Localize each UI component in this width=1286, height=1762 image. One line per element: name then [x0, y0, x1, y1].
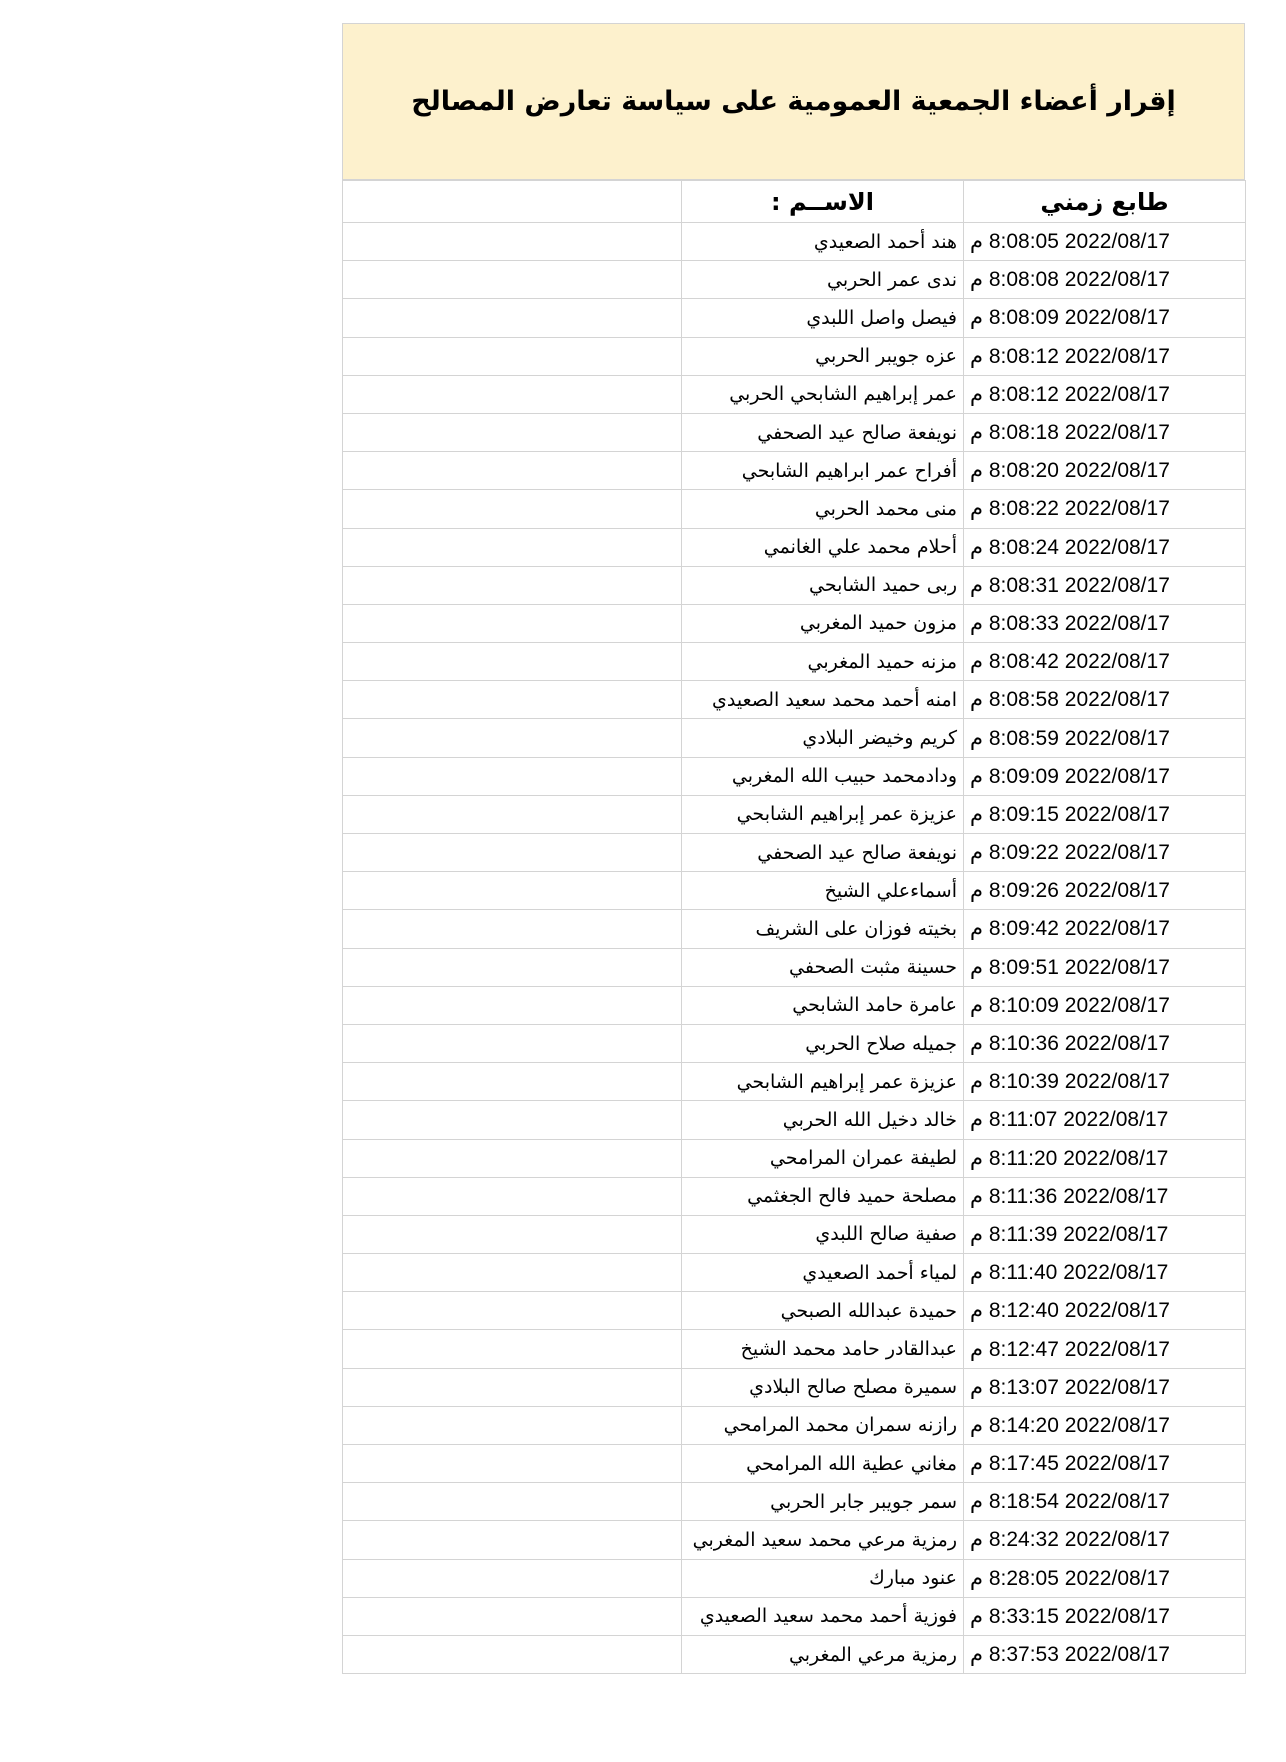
- timestamp-cell: 2022/08/17 8:11:40 م: [964, 1254, 1246, 1292]
- empty-cell: [343, 1559, 682, 1597]
- empty-cell: [343, 986, 682, 1024]
- table-row: [343, 1215, 1246, 1253]
- table-row: [343, 1521, 1246, 1559]
- table-row: [343, 1483, 1246, 1521]
- timestamp-cell: 2022/08/17 8:10:09 م: [964, 986, 1246, 1024]
- name-cell: حسينة مثبت الصحفي: [682, 948, 964, 986]
- name-cell: مغاني عطية الله المرامحي: [682, 1445, 964, 1483]
- timestamp-cell: 2022/08/17 8:08:18 م: [964, 413, 1246, 451]
- empty-cell: [343, 1063, 682, 1101]
- name-cell: عزيزة عمر إبراهيم الشابحي: [682, 1063, 964, 1101]
- table-row: [343, 375, 1246, 413]
- name-cell: فيصل واصل اللبدي: [682, 299, 964, 337]
- timestamp-cell: 2022/08/17 8:09:26 م: [964, 872, 1246, 910]
- name-cell: هند أحمد الصعيدي: [682, 223, 964, 261]
- name-cell: عزه جويبر الحربي: [682, 337, 964, 375]
- table-row: [343, 1024, 1246, 1062]
- table-row: [343, 948, 1246, 986]
- table-row: [343, 1139, 1246, 1177]
- empty-cell: [343, 1024, 682, 1062]
- timestamp-cell: 2022/08/17 8:13:07 م: [964, 1368, 1246, 1406]
- empty-cell: [343, 413, 682, 451]
- name-cell: خالد دخيل الله الحربي: [682, 1101, 964, 1139]
- timestamp-cell: 2022/08/17 8:08:20 م: [964, 452, 1246, 490]
- empty-cell: [343, 223, 682, 261]
- timestamp-cell: 2022/08/17 8:11:39 م: [964, 1215, 1246, 1253]
- timestamp-cell: 2022/08/17 8:14:20 م: [964, 1406, 1246, 1444]
- name-cell: رازنه سمران محمد المرامحي: [682, 1406, 964, 1444]
- empty-cell: [343, 1139, 682, 1177]
- empty-cell: [343, 834, 682, 872]
- table-row: [343, 1254, 1246, 1292]
- table-row: [343, 1101, 1246, 1139]
- name-cell: لطيفة عمران المرامحي: [682, 1139, 964, 1177]
- empty-cell: [343, 1483, 682, 1521]
- name-cell: فوزية أحمد محمد سعيد الصعيدي: [682, 1597, 964, 1635]
- table-row: [343, 223, 1246, 261]
- spreadsheet: [342, 23, 1245, 1674]
- name-cell: رمزية مرعي المغربي: [682, 1635, 964, 1673]
- timestamp-cell: 2022/08/17 8:08:58 م: [964, 681, 1246, 719]
- empty-cell: [343, 681, 682, 719]
- name-cell: صفية صالح اللبدي: [682, 1215, 964, 1253]
- timestamp-cell: 2022/08/17 8:12:40 م: [964, 1292, 1246, 1330]
- empty-cell: [343, 299, 682, 337]
- table-row: [343, 986, 1246, 1024]
- name-cell: عنود مبارك: [682, 1559, 964, 1597]
- name-cell: مزون حميد المغربي: [682, 604, 964, 642]
- empty-cell: [343, 337, 682, 375]
- empty-cell: [343, 1292, 682, 1330]
- empty-cell: [343, 1368, 682, 1406]
- name-cell: جميله صلاح الحربي: [682, 1024, 964, 1062]
- page-title: إقرار أعضاء الجمعية العمومية على سياسة تعارض المصالح: [411, 86, 1176, 117]
- empty-cell: [343, 1406, 682, 1444]
- responses-table: [342, 180, 1246, 1674]
- table-row: [343, 1406, 1246, 1444]
- table-row: [343, 452, 1246, 490]
- timestamp-cell: 2022/08/17 8:08:08 م: [964, 261, 1246, 299]
- empty-cell: [343, 1254, 682, 1292]
- name-cell: حميدة عبدالله الصبحي: [682, 1292, 964, 1330]
- timestamp-cell: 2022/08/17 8:08:12 م: [964, 337, 1246, 375]
- timestamp-cell: 2022/08/17 8:08:42 م: [964, 643, 1246, 681]
- timestamp-cell: 2022/08/17 8:09:22 م: [964, 834, 1246, 872]
- timestamp-cell: 2022/08/17 8:09:09 م: [964, 757, 1246, 795]
- timestamp-cell: 2022/08/17 8:08:59 م: [964, 719, 1246, 757]
- table-row: [343, 872, 1246, 910]
- timestamp-cell: 2022/08/17 8:08:09 م: [964, 299, 1246, 337]
- table-row: [343, 413, 1246, 451]
- empty-cell: [343, 375, 682, 413]
- empty-cell: [343, 1445, 682, 1483]
- name-cell: رمزية مرعي محمد سعيد المغربي: [682, 1521, 964, 1559]
- name-cell: ودادمحمد حبيب الله المغربي: [682, 757, 964, 795]
- timestamp-cell: 2022/08/17 8:09:15 م: [964, 795, 1246, 833]
- name-cell: سمر جويبر جابر الحربي: [682, 1483, 964, 1521]
- table-row: [343, 1559, 1246, 1597]
- timestamp-cell: 2022/08/17 8:24:32 م: [964, 1521, 1246, 1559]
- name-cell: كريم وخيضر البلادي: [682, 719, 964, 757]
- table-row: [343, 1330, 1246, 1368]
- table-row: [343, 528, 1246, 566]
- header-row: [343, 181, 1246, 223]
- title-banner: [342, 23, 1245, 180]
- name-cell: مصلحة حميد فالح الجغثمي: [682, 1177, 964, 1215]
- table-row: [343, 643, 1246, 681]
- header-timestamp: طابع زمني: [964, 181, 1246, 223]
- timestamp-cell: 2022/08/17 8:12:47 م: [964, 1330, 1246, 1368]
- empty-cell: [343, 452, 682, 490]
- empty-cell: [343, 757, 682, 795]
- empty-cell: [343, 1101, 682, 1139]
- name-cell: بخيته فوزان على الشريف: [682, 910, 964, 948]
- empty-cell: [343, 1521, 682, 1559]
- name-cell: أفراح عمر ابراهيم الشابحي: [682, 452, 964, 490]
- name-cell: ندى عمر الحربي: [682, 261, 964, 299]
- timestamp-cell: 2022/08/17 8:33:15 م: [964, 1597, 1246, 1635]
- timestamp-cell: 2022/08/17 8:08:24 م: [964, 528, 1246, 566]
- empty-cell: [343, 872, 682, 910]
- name-cell: عامرة حامد الشابحي: [682, 986, 964, 1024]
- timestamp-cell: 2022/08/17 8:18:54 م: [964, 1483, 1246, 1521]
- timestamp-cell: 2022/08/17 8:11:36 م: [964, 1177, 1246, 1215]
- timestamp-cell: 2022/08/17 8:10:39 م: [964, 1063, 1246, 1101]
- table-row: [343, 795, 1246, 833]
- table-row: [343, 337, 1246, 375]
- name-cell: نويفعة صالح عيد الصحفي: [682, 834, 964, 872]
- timestamp-cell: 2022/08/17 8:08:22 م: [964, 490, 1246, 528]
- table-row: [343, 566, 1246, 604]
- header-empty-cell: [343, 181, 682, 223]
- name-cell: عبدالقادر حامد محمد الشيخ: [682, 1330, 964, 1368]
- table-row: [343, 1292, 1246, 1330]
- table-row: [343, 604, 1246, 642]
- table-row: [343, 719, 1246, 757]
- name-cell: ربى حميد الشابحي: [682, 566, 964, 604]
- name-cell: امنه أحمد محمد سعيد الصعيدي: [682, 681, 964, 719]
- table-row: [343, 1445, 1246, 1483]
- empty-cell: [343, 1215, 682, 1253]
- empty-cell: [343, 604, 682, 642]
- name-cell: أحلام محمد علي الغانمي: [682, 528, 964, 566]
- timestamp-cell: 2022/08/17 8:28:05 م: [964, 1559, 1246, 1597]
- name-cell: عزيزة عمر إبراهيم الشابحي: [682, 795, 964, 833]
- timestamp-cell: 2022/08/17 8:11:20 م: [964, 1139, 1246, 1177]
- timestamp-cell: 2022/08/17 8:17:45 م: [964, 1445, 1246, 1483]
- empty-cell: [343, 948, 682, 986]
- header-name: الاســم :: [682, 181, 964, 223]
- name-cell: سميرة مصلح صالح البلادي: [682, 1368, 964, 1406]
- table-row: [343, 490, 1246, 528]
- timestamp-cell: 2022/08/17 8:37:53 م: [964, 1635, 1246, 1673]
- timestamp-cell: 2022/08/17 8:10:36 م: [964, 1024, 1246, 1062]
- timestamp-cell: 2022/08/17 8:09:51 م: [964, 948, 1246, 986]
- empty-cell: [343, 490, 682, 528]
- empty-cell: [343, 566, 682, 604]
- timestamp-cell: 2022/08/17 8:08:12 م: [964, 375, 1246, 413]
- empty-cell: [343, 1597, 682, 1635]
- table-row: [343, 681, 1246, 719]
- empty-cell: [343, 261, 682, 299]
- timestamp-cell: 2022/08/17 8:11:07 م: [964, 1101, 1246, 1139]
- table-row: [343, 910, 1246, 948]
- name-cell: لمياء أحمد الصعيدي: [682, 1254, 964, 1292]
- name-cell: أسماءعلي الشيخ: [682, 872, 964, 910]
- table-row: [343, 834, 1246, 872]
- table-row: [343, 1177, 1246, 1215]
- table-row: [343, 1368, 1246, 1406]
- timestamp-cell: 2022/08/17 8:08:31 م: [964, 566, 1246, 604]
- table-row: [343, 1635, 1246, 1673]
- table-row: [343, 299, 1246, 337]
- name-cell: عمر إبراهيم الشابحي الحربي: [682, 375, 964, 413]
- empty-cell: [343, 1330, 682, 1368]
- timestamp-cell: 2022/08/17 8:08:33 م: [964, 604, 1246, 642]
- empty-cell: [343, 643, 682, 681]
- table-row: [343, 261, 1246, 299]
- name-cell: مزنه حميد المغربي: [682, 643, 964, 681]
- empty-cell: [343, 1177, 682, 1215]
- empty-cell: [343, 1635, 682, 1673]
- table-row: [343, 1063, 1246, 1101]
- timestamp-cell: 2022/08/17 8:09:42 م: [964, 910, 1246, 948]
- table-row: [343, 757, 1246, 795]
- name-cell: منى محمد الحربي: [682, 490, 964, 528]
- empty-cell: [343, 910, 682, 948]
- empty-cell: [343, 528, 682, 566]
- table-row: [343, 1597, 1246, 1635]
- name-cell: نويفعة صالح عيد الصحفي: [682, 413, 964, 451]
- empty-cell: [343, 795, 682, 833]
- empty-cell: [343, 719, 682, 757]
- timestamp-cell: 2022/08/17 8:08:05 م: [964, 223, 1246, 261]
